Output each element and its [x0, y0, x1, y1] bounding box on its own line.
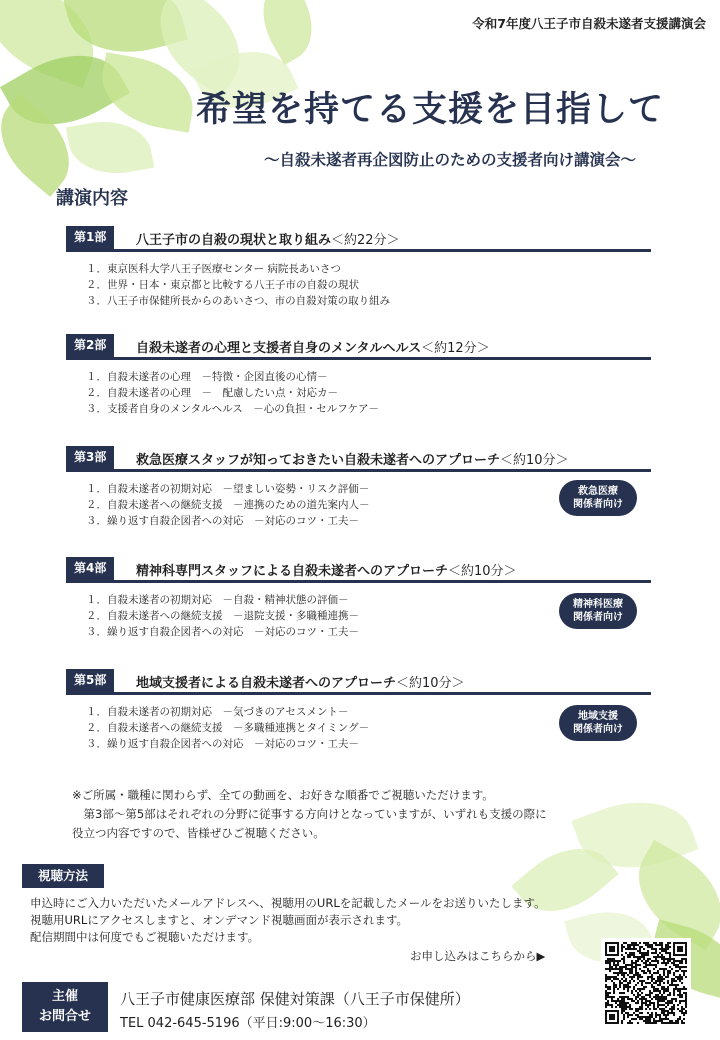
part-title: 八王子市の自殺の現状と取り組み＜約22分＞: [136, 233, 400, 248]
part-duration: ＜約10分＞: [448, 564, 517, 579]
part-badge: 第1部: [66, 226, 114, 249]
viewing-method-label: 視聴方法: [22, 864, 104, 888]
part-items: [66, 369, 651, 417]
part-duration: ＜約12分＞: [421, 341, 490, 356]
list-item: ３．八王子市保健所長からのあいさつ、市の自殺対策の取り組み: [86, 295, 391, 307]
list-item: ３．繰り返す自殺企図者への対応 －対応のコツ・工夫－: [86, 738, 359, 750]
part-badge: 第3部: [66, 446, 114, 469]
part-duration: ＜約10分＞: [396, 676, 465, 691]
apply-link-text[interactable]: お申し込みはこちらから▶: [410, 949, 546, 963]
list-item: １．東京医科大学八王子医療センター 病院長あいさつ: [86, 263, 341, 275]
list-item: ２．自殺未遂者への継続支援 －多職種連携とタイミング－: [86, 722, 370, 734]
part-duration: ＜約10分＞: [500, 453, 569, 468]
part-duration: ＜約22分＞: [331, 233, 400, 248]
list-item: ２．自殺未遂者の心理 － 配慮したい点・対応カ－: [86, 387, 338, 399]
part-title: 精神科専門スタッフによる自殺未遂者へのアプローチ＜約10分＞: [136, 564, 517, 579]
part-rule: [66, 469, 651, 472]
audience-badge-psychiatric: 精神科医療 関係者向け: [559, 593, 637, 629]
part-rule: [66, 692, 651, 695]
part-rule: [66, 249, 651, 252]
part-rule: [66, 580, 651, 583]
list-item: １．自殺未遂者の心理 －特徴・企図直後の心情－: [86, 371, 328, 383]
audience-badge-emergency: 救急医療 関係者向け: [559, 480, 637, 516]
viewing-method-text: 申込時にご入力いただいたメールアドレスへ、視聴用のURLを記載したメールをお送りいたします。 視聴用URLにアクセスしますと、オンデマンド視聴画面が表示されます。 配信期間中は何度でもご視聴いただけます。: [30, 896, 546, 944]
part-title: 救急医療スタッフが知っておきたい自殺未遂者へのアプローチ＜約10分＞: [136, 453, 569, 468]
program-part-2: [66, 334, 651, 417]
list-item: １．自殺未遂者の初期対応 －望ましい姿勢・リスク評価－: [86, 483, 370, 495]
part-badge: 第5部: [66, 669, 114, 692]
part-badge: 第4部: [66, 557, 114, 580]
page-subtitle: ～自殺未遂者再企図防止のための支援者向け講演会～: [263, 151, 636, 169]
list-item: ２．世界・日本・東京都と比較する八王子市の自殺の現状: [86, 279, 359, 291]
part-badge: 第2部: [66, 334, 114, 357]
part-title: 地域支援者による自殺未遂者へのアプローチ＜約10分＞: [136, 676, 465, 691]
host-organization: 八王子市健康医療部 保健対策課（八王子市保健所）: [120, 990, 470, 1008]
list-item: ３．繰り返す自殺企図者への対応 －対応のコツ・工夫－: [86, 626, 359, 638]
note-text: ※ご所属・職種に関わらず、全ての動画を、お好きな順番でご視聴いただけます。 第3部～第5部はそれぞれの分野に従事する方向けとなっていますが、いずれも支援の際に 役立つ内容ですので、皆様ぜひご視聴ください。: [72, 788, 547, 840]
list-item: ３．支援者自身のメンタルヘルス －心の負担・セルフケア－: [86, 403, 379, 415]
list-item: ３．繰り返す自殺企図者への対応 －対応のコツ・工夫－: [86, 515, 359, 527]
list-item: ２．自殺未遂者への継続支援 －退院支援・多職種連携－: [86, 610, 359, 622]
contact-phone[interactable]: TEL 042-645-5196（平日:9:00～16:30）: [120, 1016, 376, 1031]
list-item: １．自殺未遂者の初期対応 －気づきのアセスメント－: [86, 706, 349, 718]
audience-badge-community: 地域支援 関係者向け: [559, 705, 637, 741]
list-item: １．自殺未遂者の初期対応 －自殺・精神状態の評価－: [86, 594, 349, 606]
part-title: 自殺未遂者の心理と支援者自身のメンタルヘルス＜約12分＞: [136, 341, 490, 356]
part-rule: [66, 357, 651, 360]
page-title: 希望を持てる支援を目指して: [195, 90, 664, 130]
program-part-1: [66, 226, 651, 309]
qr-code-icon[interactable]: [601, 938, 691, 1028]
list-item: ２．自殺未遂者への継続支援 －連携のための道先案内人－: [86, 499, 370, 511]
program-heading: 講演内容: [56, 188, 128, 209]
organizer-label: 令和7年度八王子市自殺未遂者支援講演会: [472, 16, 706, 31]
part-items: [66, 261, 651, 309]
host-contact-label: 主催 お問合せ: [22, 982, 108, 1032]
